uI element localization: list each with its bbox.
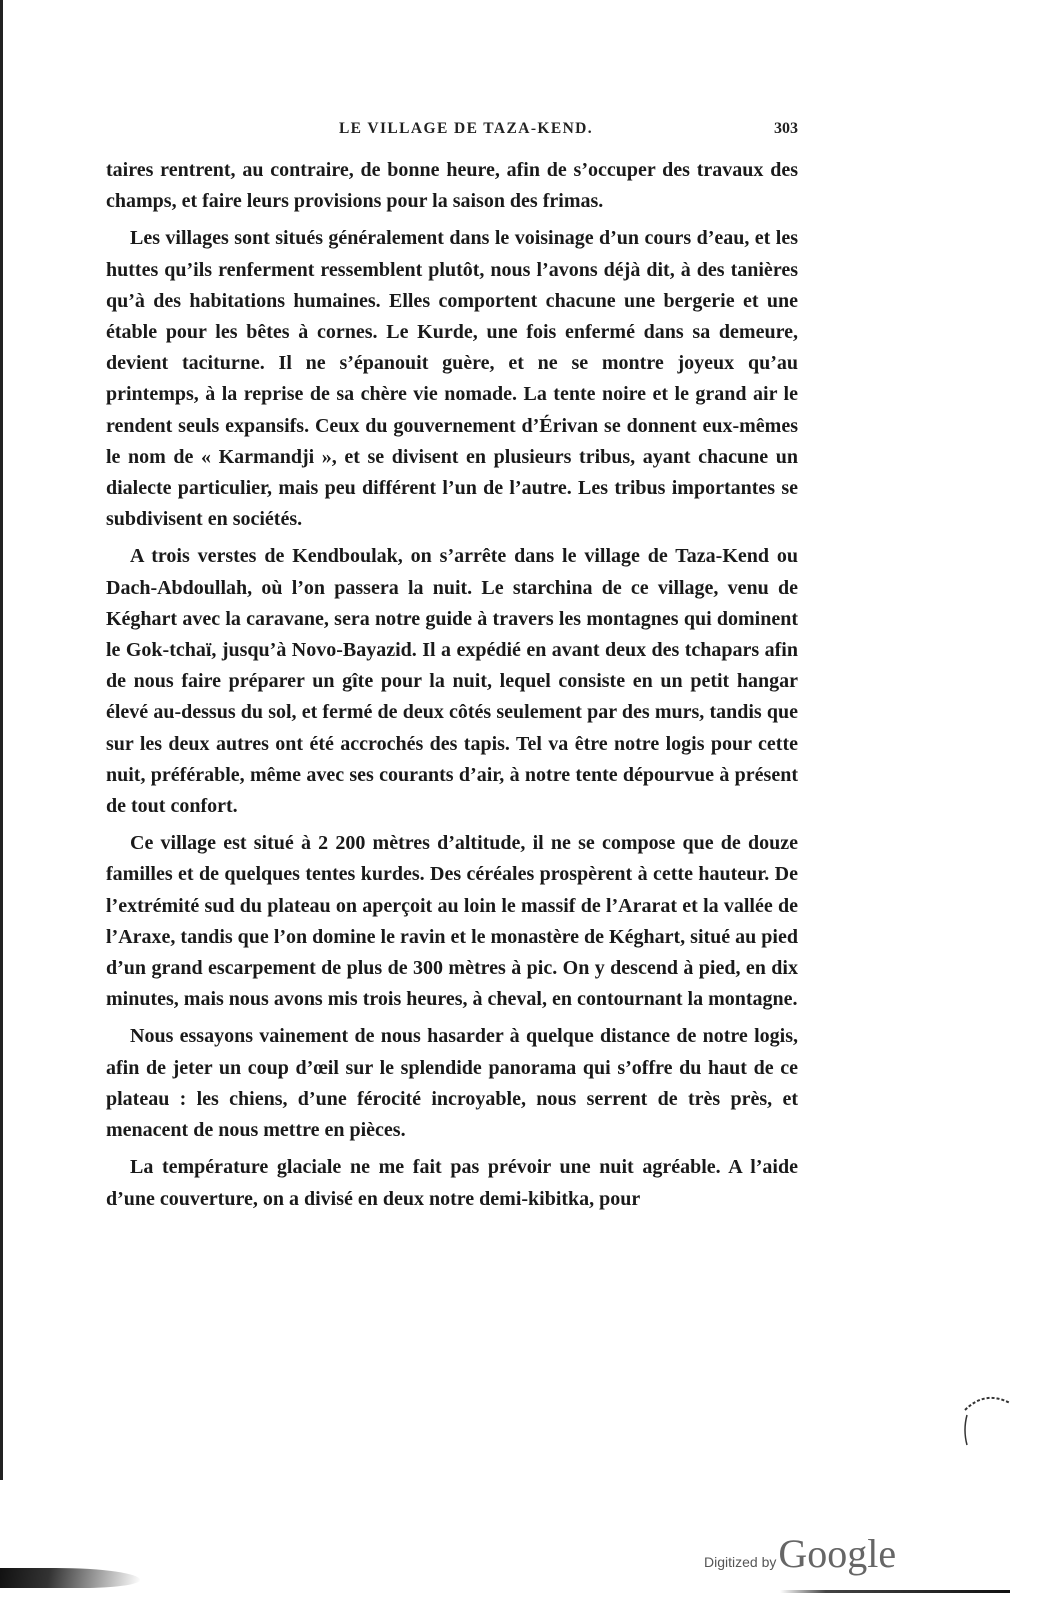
paragraph: La température glaciale ne me fait pas prévoir une nuit agréable. A l’aide d’une couverture, on a divisé en deux notre demi-kibitka, pour: [106, 1156, 798, 1210]
paragraph: A trois verstes de Kendboulak, on s’arrête dans le village de Taza-Kend ou Dach-Abdoullah, où l’on passera la nuit. Le starchina de ce village, venu de Kéghart avec la caravane, sera notre guide à travers les montagnes qui dominent le Gok-tchaï, jusqu’à Novo-Bayazid. Il a expédié en avant deux des tchapars afin de nous faire préparer un gîte pour la nuit, lequel consiste en un petit hangar élevé au-dessus du sol, et fermé de deux côtés seulement par des murs, tandis que sur les deux autres ont été accrochés des tapis. Tel va être notre logis pour cette nuit, préférable, même avec ses courants d’air, à notre tente dépourvue à présent de tout confort.: [106, 545, 798, 818]
scan-bottom-smudge: [0, 1568, 140, 1588]
google-logo: Google: [778, 1531, 897, 1576]
scan-bottom-line: [780, 1590, 1010, 1593]
digitized-by-google-watermark: [704, 1530, 897, 1576]
scan-left-edge: [0, 0, 3, 1480]
paragraph: Ce village est situé à 2 200 mètres d’altitude, il ne se compose que de douze familles et de quelques tentes kurdes. Des céréales prospèrent à cette hauteur. De l’extrémité sud du plateau on aperçoit au loin le massif de l’Ararat et la vallée de l’Araxe, tandis que l’on domine le ravin et le monastère de Kéghart, situé au pied d’un grand escarpement de plus de 300 mètres à pic. On y descend à pied, en dix minutes, mais nous avons mis trois heures, à cheval, en contournant la montagne.: [106, 832, 798, 1011]
body-text: [106, 155, 798, 1221]
page-curl-mark: [955, 1385, 1015, 1455]
digitized-by-label: Digitized by: [704, 1554, 777, 1570]
paragraph: Les villages sont situés généralement dans le voisinage d’un cours d’eau, et les huttes qu’ils renferment ressemblent plutôt, nous l’avons déjà dit, à des tanières qu’à des habitations humaines. Elles comportent chacune une bergerie et une étable pour les bêtes à cornes. Le Kurde, une fois enfermé dans sa demeure, devient taciturne. Il ne s’épanouit guère, et ne se montre joyeux qu’au printemps, à la reprise de sa chère vie nomade. La tente noire et le grand air le rendent seuls expansifs. Ceux du gouvernement d’Érivan se donnent eux-mêmes le nom de « Karmandji », et se divisent en plusieurs tribus, ayant chacune un dialecte particulier, mais peu différent l’un de l’autre. Les tribus importantes se subdivisent en sociétés.: [106, 227, 798, 531]
page-number: 303: [774, 120, 798, 137]
page-header: [106, 120, 798, 144]
paragraph: taires rentrent, au contraire, de bonne heure, afin de s’occuper des travaux des champs, et faire leurs provisions pour la saison des frimas.: [106, 159, 798, 213]
paragraph: Nous essayons vainement de nous hasarder à quelque distance de notre logis, afin de jeter un coup d’œil sur le splendide panorama qui s’offre du haut de ce plateau : les chiens, d’une férocité incroyable, nous serrent de très près, et menacent de nous mettre en pièces.: [106, 1025, 798, 1142]
running-title: LE VILLAGE DE TAZA-KEND.: [338, 120, 594, 137]
